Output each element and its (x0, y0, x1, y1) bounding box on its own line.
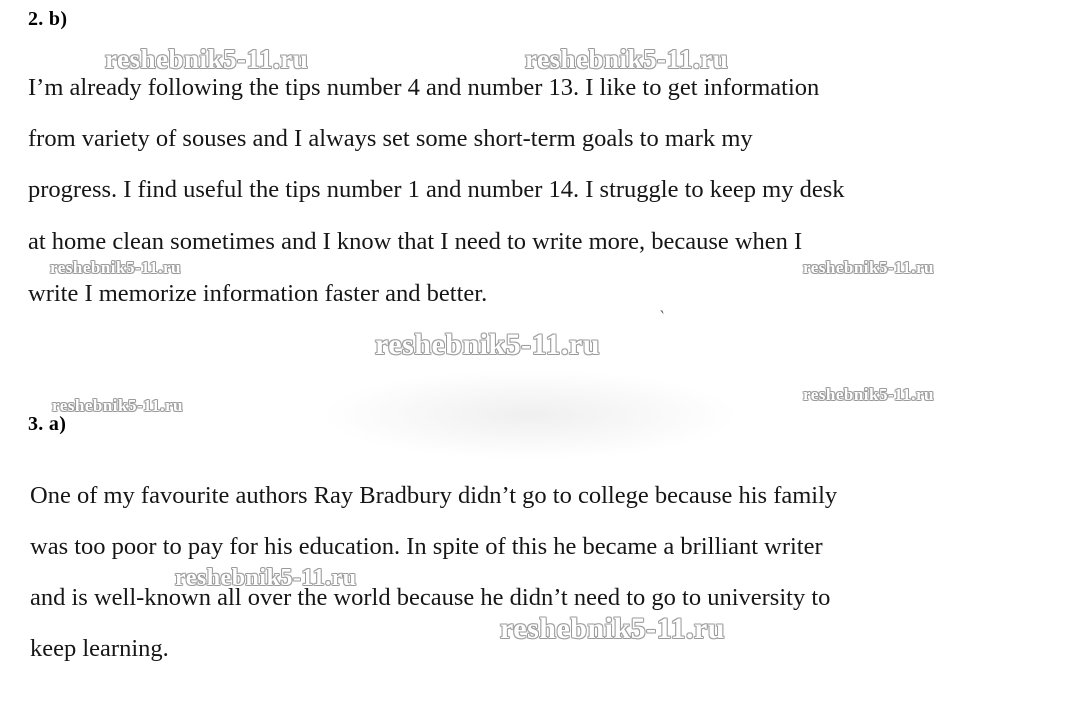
answer-line: at home clean sometimes and I know that I need to write more, because when I (28, 228, 803, 255)
answer-line: write I memorize information faster and better. (28, 280, 488, 307)
answer-line: I’m already following the tips number 4 and number 13. I like to get information (28, 74, 820, 101)
answer-line: and is well-known all over the world because he didn’t need to go to university to (30, 584, 831, 611)
watermark: reshebnik5-11.ru (105, 44, 309, 74)
watermark: reshebnik5-11.ru (52, 396, 183, 415)
paper-smudge (320, 370, 740, 460)
answer-line: from variety of souses and I always set some short-term goals to mark my (28, 125, 753, 152)
watermark: reshebnik5-11.ru (803, 258, 934, 277)
watermark: reshebnik5-11.ru (803, 385, 934, 404)
watermark: reshebnik5-11.ru (375, 328, 600, 361)
watermark: reshebnik5-11.ru (50, 258, 181, 277)
answer-line: keep learning. (30, 635, 169, 662)
answer-line: One of my favourite authors Ray Bradbury didn’t go to college because his family (30, 482, 838, 509)
task-label-2b: 2. b) (28, 8, 68, 30)
answer-line: progress. I find useful the tips number 1 and number 14. I struggle to keep my desk (28, 176, 845, 203)
watermark: reshebnik5-11.ru (500, 612, 725, 645)
watermark: reshebnik5-11.ru (525, 44, 729, 74)
watermark: reshebnik5-11.ru (175, 565, 357, 591)
stray-pen-mark: ` (656, 306, 667, 328)
task-label-3a: 3. a) (28, 413, 67, 435)
answer-line: was too poor to pay for his education. In spite of this he became a brilliant writer (30, 533, 823, 560)
